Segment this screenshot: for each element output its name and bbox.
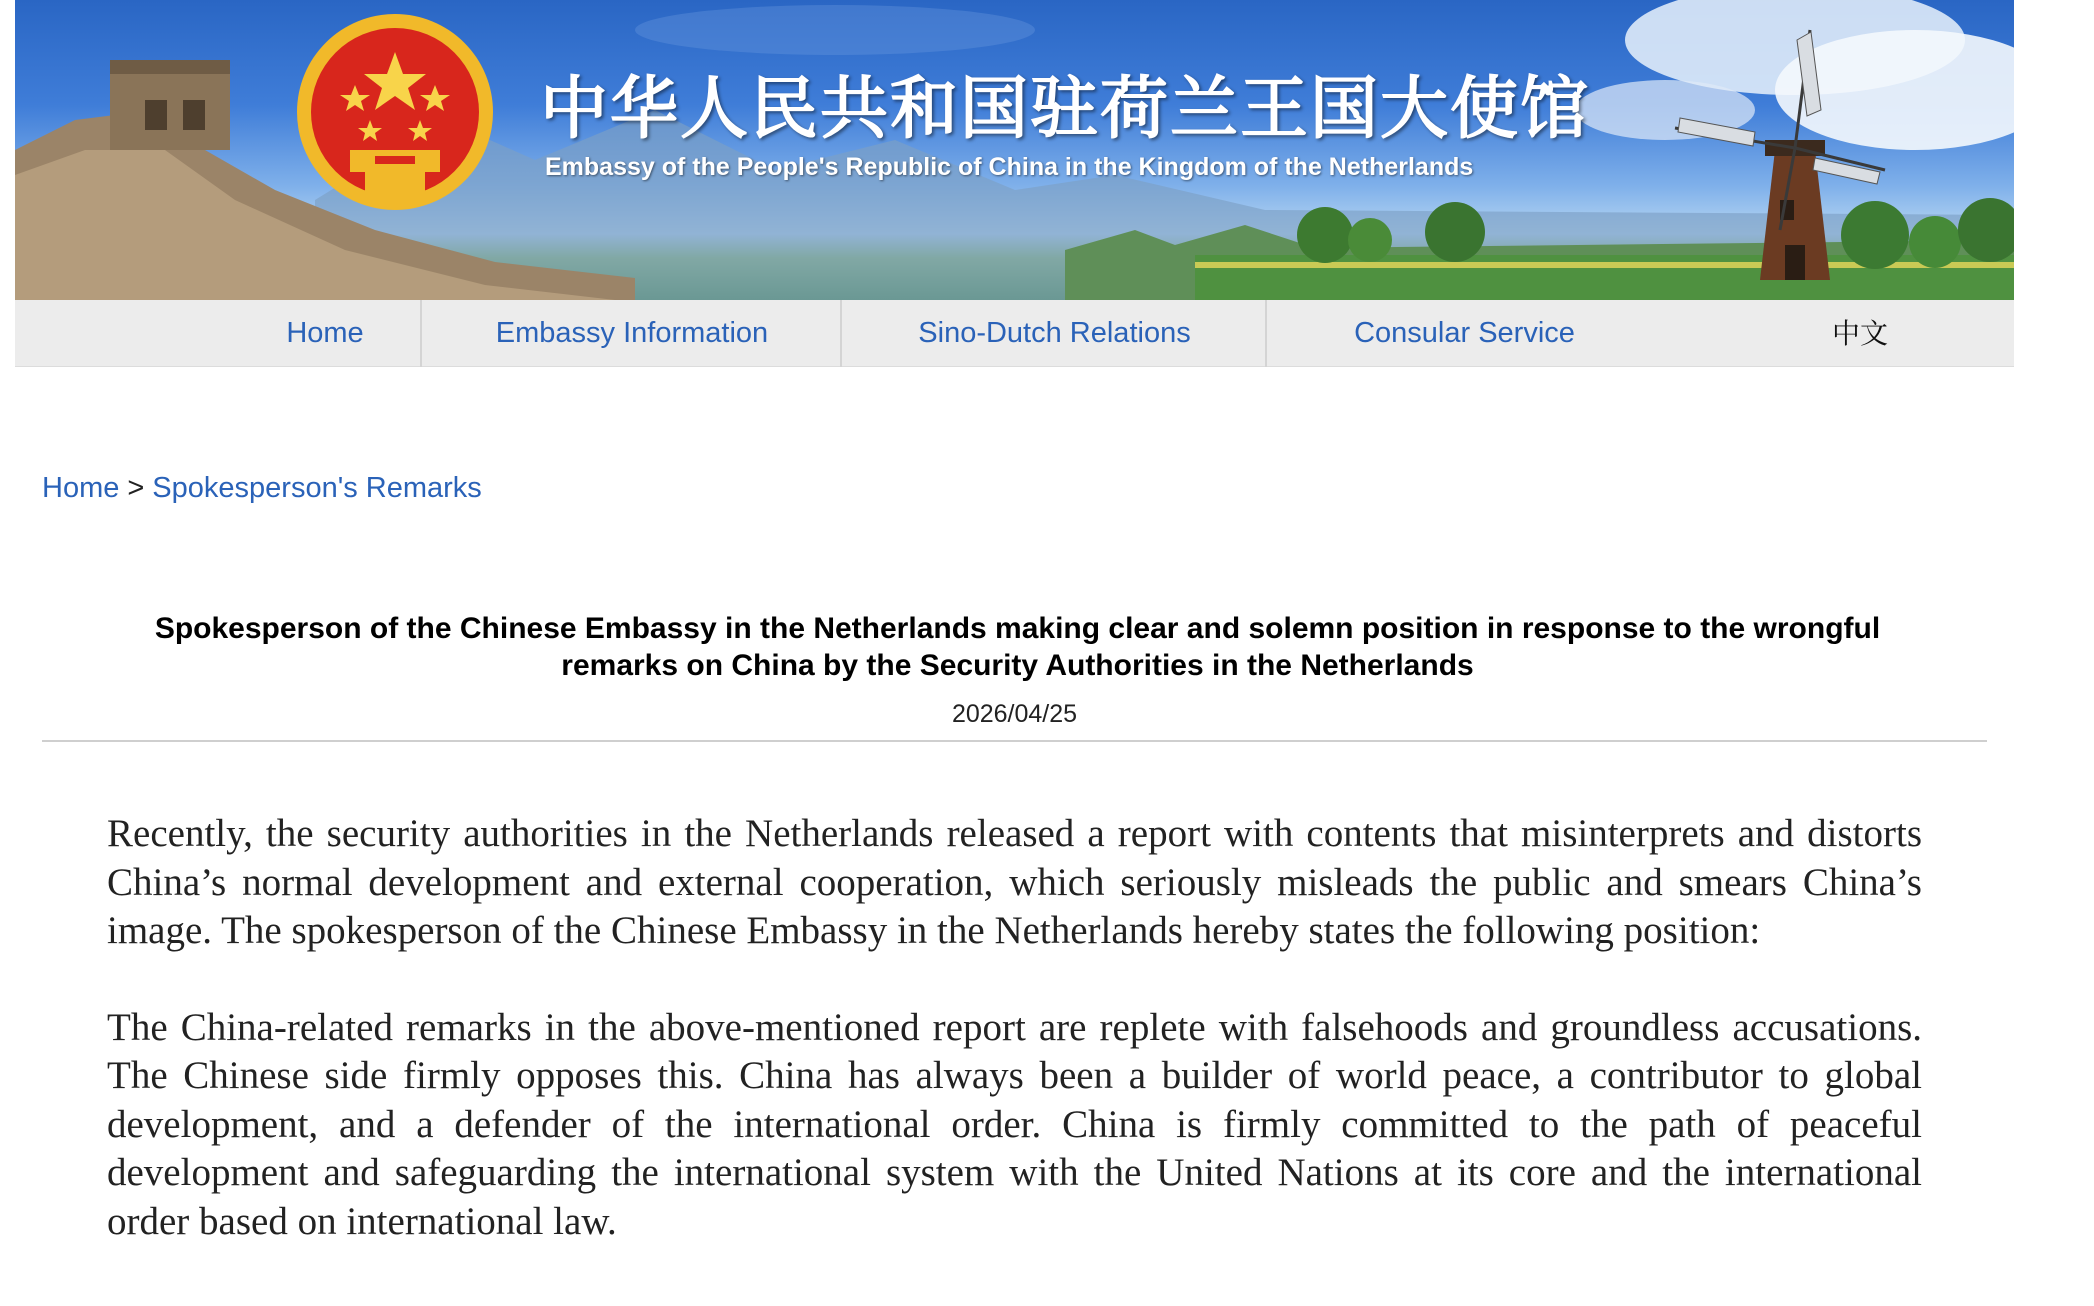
- nav-item-sino-dutch-relations[interactable]: Sino-Dutch Relations: [918, 317, 1191, 349]
- national-emblem-icon: [297, 14, 493, 210]
- nav-item-home[interactable]: Home: [286, 317, 364, 349]
- article-paragraph: The China-related remarks in the above-mentioned report are replete with falsehoods and groundless accusations. The Chinese side firmly opposes this. China has always been a builder of world peace, a contributor to global development, and a defender of the international order. China is firmly committed to the path of peaceful development and safeguarding the international system with the United Nations at its core and the international order based on international law.: [107, 1005, 1922, 1243]
- nav-item-embassy-information[interactable]: Embassy Information: [495, 317, 769, 349]
- breadcrumb-separator: >: [127, 472, 145, 504]
- article-body: [107, 810, 1922, 1294]
- article-title: Spokesperson of the Chinese Embassy in the Netherlands making clear and solemn position in response to the wrongful remarks on China by the Security Authorities in the Netherlands: [154, 612, 1881, 682]
- breadcrumb: [42, 472, 482, 505]
- nav-item-consular-service[interactable]: Consular Service: [1354, 317, 1575, 349]
- banner-title-english: Embassy of the People's Republic of China in the Kingdom of the Netherlands: [545, 153, 1474, 181]
- breadcrumb-home-link[interactable]: Home: [42, 472, 120, 504]
- nav-item-language-chinese[interactable]: 中文: [1831, 317, 1888, 350]
- article-date: 2026/04/25: [951, 700, 1078, 728]
- header-divider: [42, 740, 1987, 742]
- main-nav: [15, 300, 2014, 367]
- banner-title-chinese: 中华人民共和国驻荷兰王国大使馆: [540, 70, 1591, 149]
- site-banner: [15, 0, 2014, 300]
- breadcrumb-current-link[interactable]: Spokesperson's Remarks: [152, 472, 482, 504]
- article-paragraph: Recently, the security authorities in the Netherlands released a report with contents that misinterprets and distorts China’s normal development and external cooperation, which seriously misleads the public and smears China’s image. The spokesperson of the Chinese Embassy in the Netherlands hereby states the following position:: [107, 812, 1922, 952]
